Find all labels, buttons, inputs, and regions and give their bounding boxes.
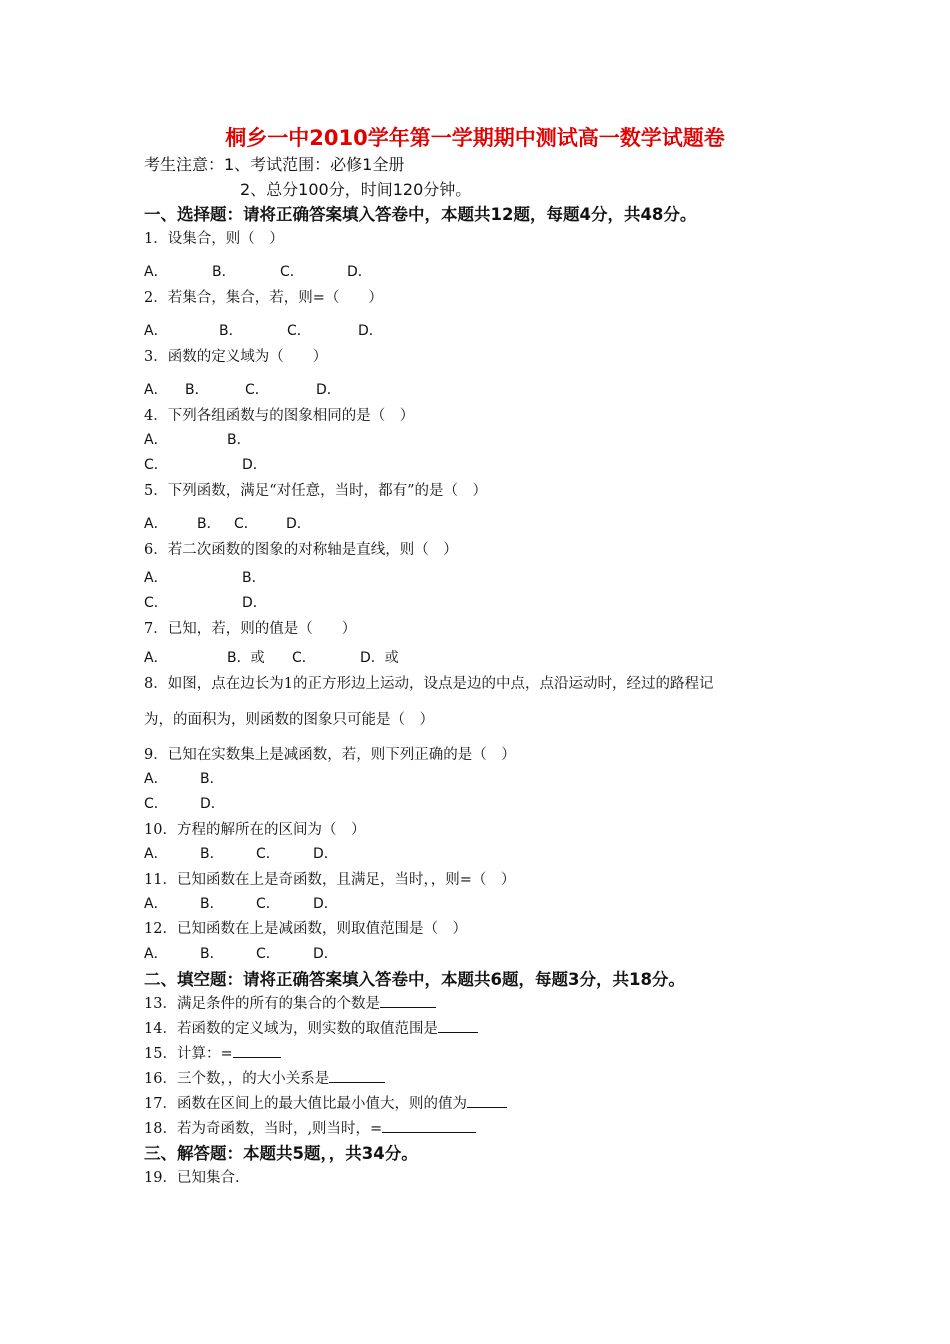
q4-option-d: D． [242,457,267,473]
q6-option-b: B． [242,570,266,586]
question-3: 3．函数的定义域为（ ） [144,349,328,365]
q1-option-a: A． [144,264,168,280]
q4-option-a: A． [144,432,168,448]
answer-blank-13[interactable] [380,993,436,1008]
question-16-text: 16．三个数，，的大小关系是 [144,1071,330,1087]
question-9: 9．已知在实数集上是减函数，若，则下列正确的是（ ） [144,747,516,763]
q7-option-d: D．或 [360,650,399,666]
q2-option-b: B． [219,323,243,339]
question-17 [144,1092,507,1113]
q5-option-d: D． [286,516,311,532]
q10-option-c: C． [256,846,280,862]
question-13 [144,992,436,1013]
answer-blank-16[interactable] [329,1068,385,1083]
q6-option-c: C． [144,595,168,611]
question-5: 5．下列函数，满足“对任意，当时，都有”的是（ ） [144,483,488,499]
question-15-text: 15．计算：= [144,1046,233,1062]
q12-option-b: B． [200,946,224,962]
q7-option-c: C． [292,650,316,666]
question-18-text: 18．若为奇函数，当时，,则当时，= [144,1121,383,1137]
answer-blank-17[interactable] [467,1093,507,1108]
q6-option-a: A． [144,570,168,586]
section-choice-heading: 一、选择题：请将正确答案填入答卷中，本题共12题，每题4分，共48分。 [144,205,697,224]
q10-option-b: B． [200,846,224,862]
q2-option-c: C． [287,323,311,339]
q11-option-c: C． [256,896,280,912]
q9-option-d: D． [200,796,225,812]
question-14 [144,1017,478,1038]
question-14-text: 14．若函数的定义域为，则实数的取值范围是 [144,1021,438,1037]
question-15 [144,1042,281,1063]
q5-option-b: B． [197,516,221,532]
question-8-line-2: 为，的面积为，则函数的图象只可能是（ ） [144,712,434,728]
q4-option-b: B． [227,432,251,448]
question-4: 4．下列各组函数与的图象相同的是（ ） [144,408,415,424]
q12-option-a: A． [144,946,168,962]
question-2: 2．若集合，集合，若，则=（ ） [144,290,383,306]
question-18 [144,1117,476,1138]
section-fill-heading: 二、填空题：请将正确答案填入答卷中，本题共6题，每题3分，共18分。 [144,970,685,989]
question-10: 10．方程的解所在的区间为（ ） [144,822,366,838]
question-8-line-1: 8．如图，点在边长为1的正方形边上运动，设点是边的中点，点沿运动时，经过的路程记 [144,676,714,692]
question-11: 11．已知函数在上是奇函数，且满足，当时，，则=（ ） [144,872,516,888]
q3-option-b: B． [185,382,209,398]
q4-option-c: C． [144,457,168,473]
exam-title: 桐乡一中2010学年第一学期期中测试高一数学试题卷 [225,126,725,150]
question-17-text: 17．函数在区间上的最大值比最小值大，则的值为 [144,1096,467,1112]
q5-option-a: A． [144,516,168,532]
q3-option-d: D． [316,382,341,398]
question-12: 12．已知函数在上是减函数，则取值范围是（ ） [144,921,467,937]
q1-option-c: C． [280,264,304,280]
q9-option-c: C． [144,796,168,812]
q10-option-d: D． [313,846,338,862]
q6-option-d: D． [242,595,267,611]
question-13-text: 13．满足条件的所有的集合的个数是 [144,996,380,1012]
answer-blank-18[interactable] [382,1118,476,1133]
notice-line-2: 2、总分100分，时间120分钟。 [240,180,472,199]
q7-option-a: A． [144,650,168,666]
question-19: 19．已知集合. [144,1170,240,1186]
notice-line-1: 考生注意：1、考试范围：必修1全册 [144,155,405,174]
q1-option-b: B． [212,264,236,280]
q10-option-a: A． [144,846,168,862]
q5-option-c: C． [234,516,258,532]
question-6: 6．若二次函数的图象的对称轴是直线，则（ ） [144,542,458,558]
q12-option-d: D． [313,946,338,962]
q1-option-d: D． [347,264,372,280]
answer-blank-15[interactable] [233,1043,281,1058]
q12-option-c: C． [256,946,280,962]
q9-option-a: A． [144,771,168,787]
q11-option-b: B． [200,896,224,912]
question-1: 1．设集合，则（ ） [144,231,284,247]
q3-option-a: A． [144,382,168,398]
section-answer-heading: 三、解答题：本题共5题，，共34分。 [144,1144,418,1163]
question-16 [144,1067,385,1088]
q2-option-a: A． [144,323,168,339]
answer-blank-14[interactable] [438,1018,478,1033]
q9-option-b: B． [200,771,224,787]
q2-option-d: D． [358,323,383,339]
question-7: 7．已知，若，则的值是（ ） [144,621,357,637]
q7-option-b: B．或 [227,650,265,666]
q3-option-c: C． [245,382,269,398]
q11-option-a: A． [144,896,168,912]
q11-option-d: D． [313,896,338,912]
